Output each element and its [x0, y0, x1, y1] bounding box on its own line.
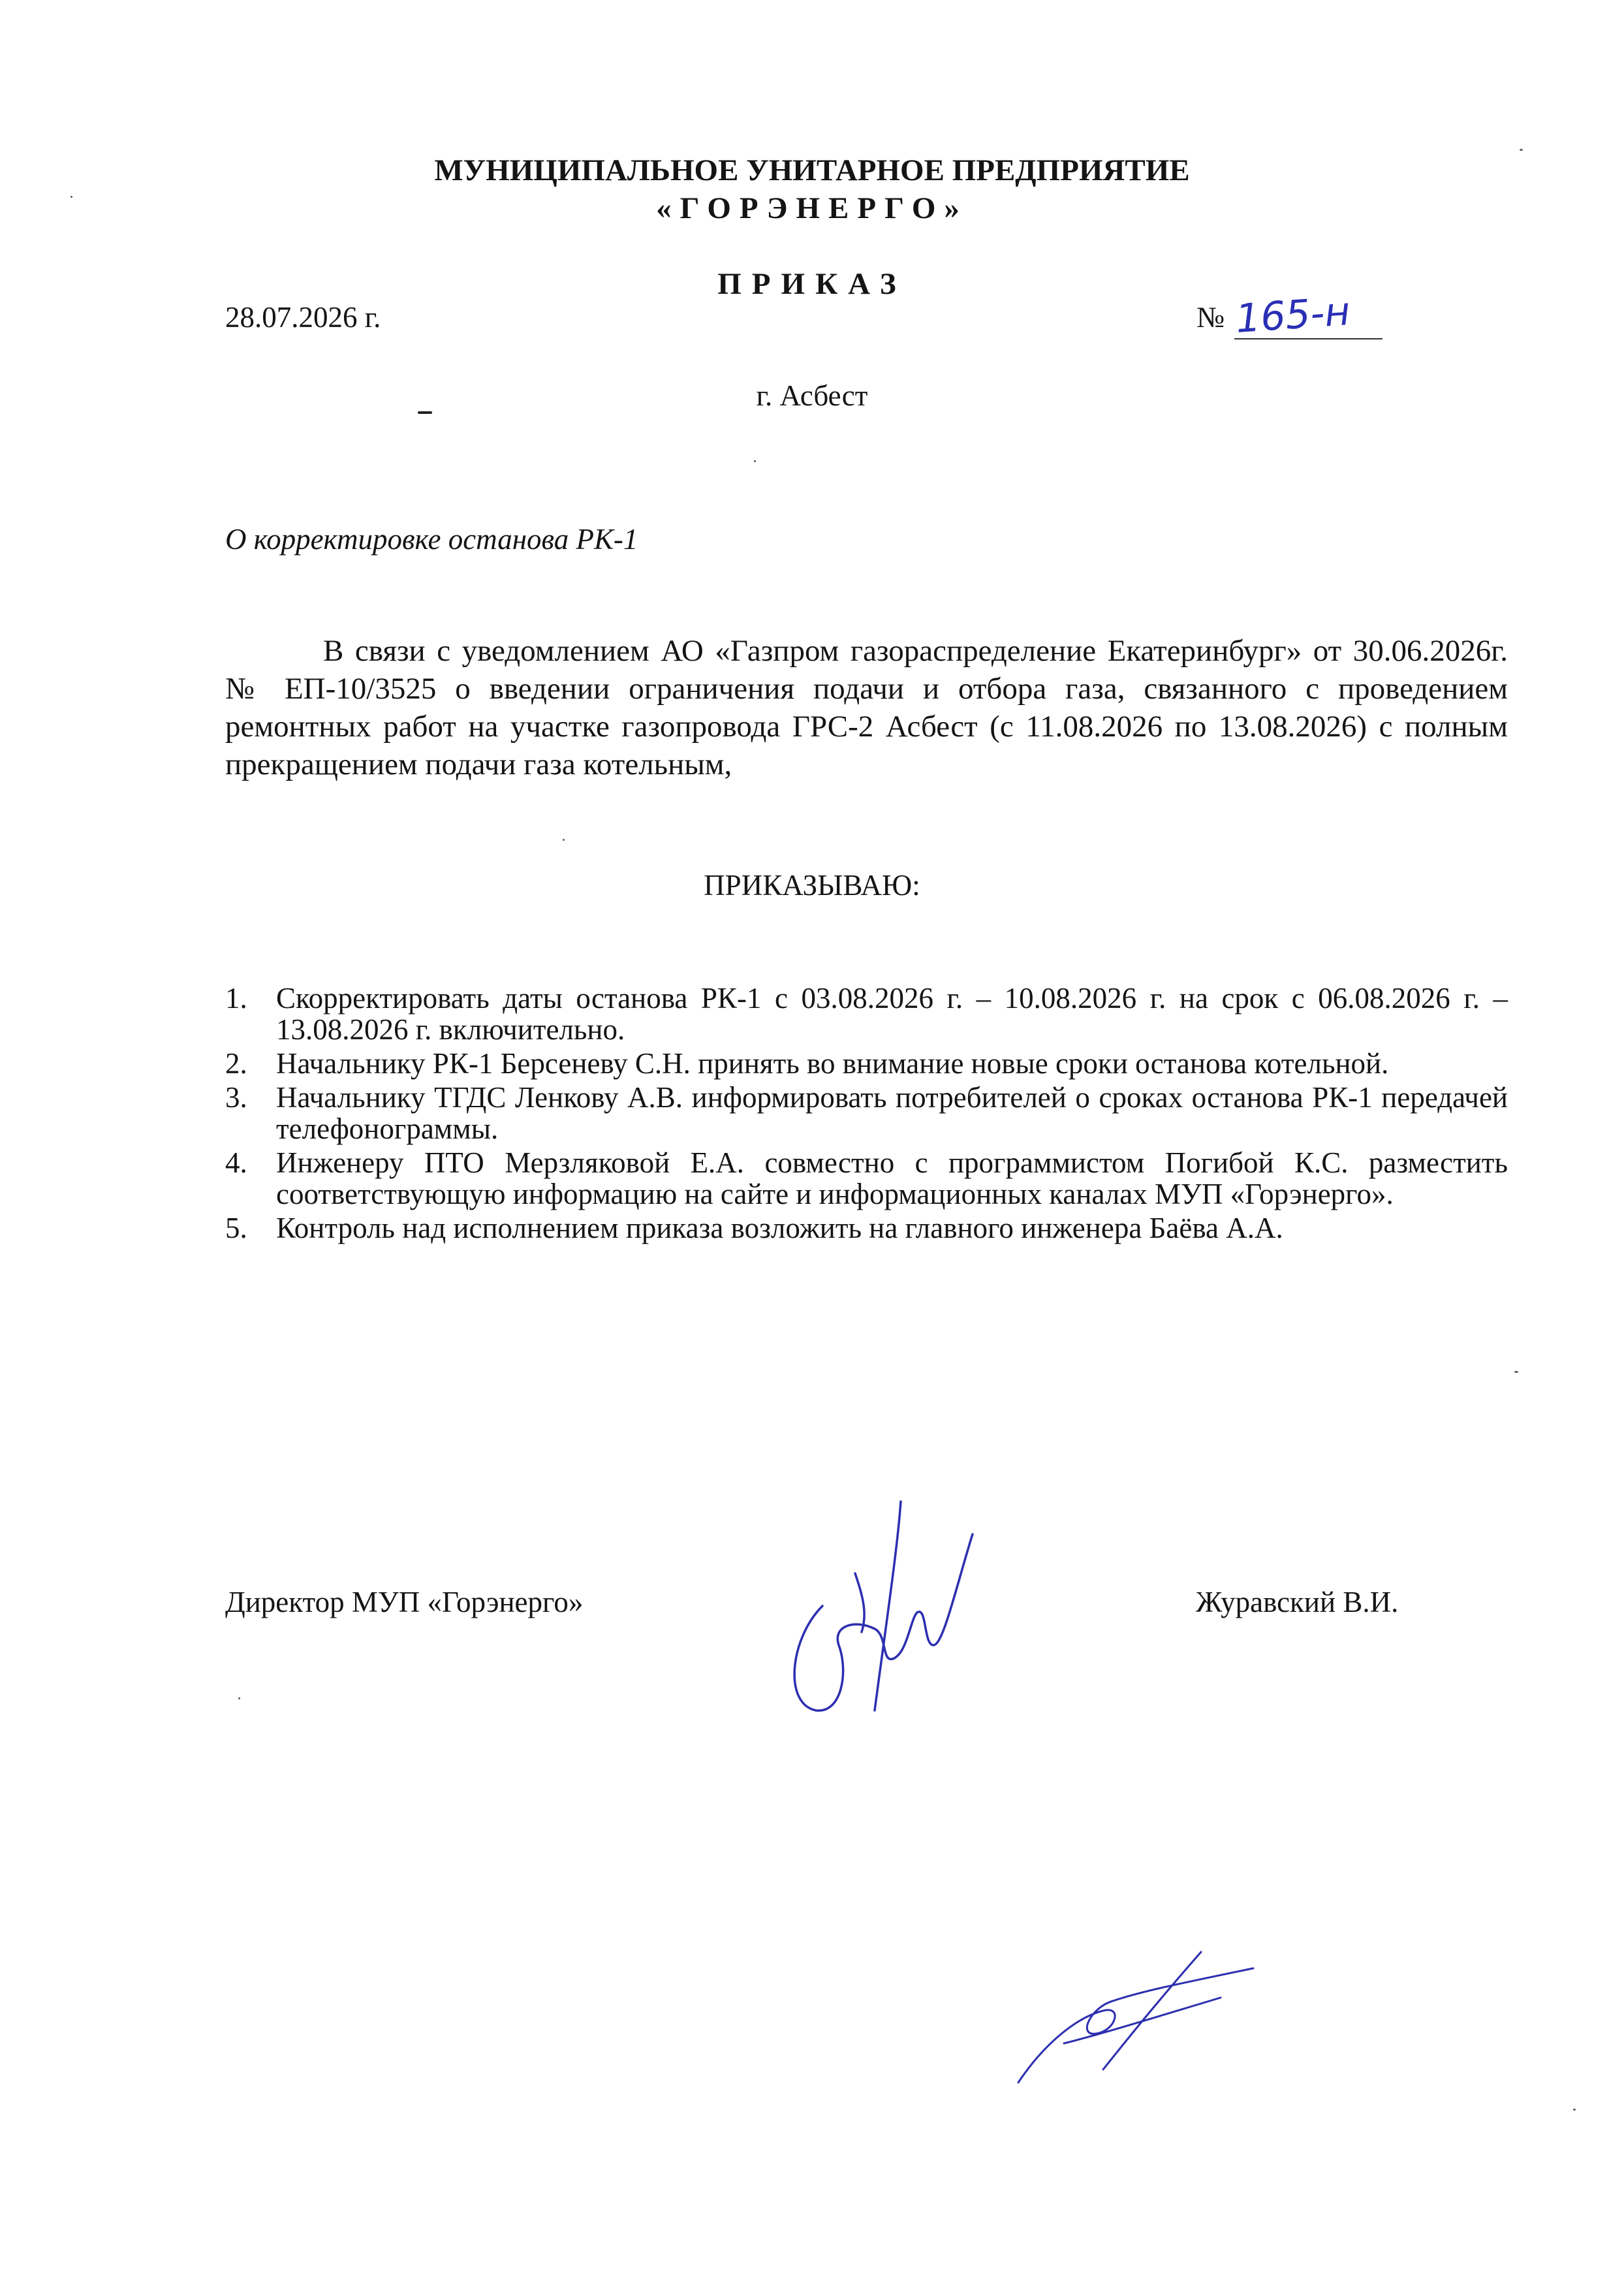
- item-text: Контроль над исполнением приказа возложить на главного инженера Баёва А.А.: [276, 1212, 1283, 1244]
- item-number: 1.: [225, 982, 247, 1014]
- order-heading: ПРИКАЗЫВАЮ:: [704, 869, 920, 902]
- scan-mark: [418, 411, 432, 414]
- approval-signature: [1005, 1945, 1260, 2096]
- list-item: [225, 983, 1508, 1045]
- item-text: Скорректировать даты останова РК-1 с 03.08.2026 г. – 10.08.2026 г. на срок с 06.08.2026 г. – 13.08.2026 г. включительно.: [276, 982, 1508, 1046]
- list-item: [225, 1082, 1508, 1144]
- document-date: 28.07.2026 г.: [225, 301, 381, 334]
- handwritten-number: 165-н: [1234, 288, 1352, 343]
- scan-speck: [70, 196, 72, 198]
- preamble-paragraph: В связи с уведомлением АО «Газпром газораспределение Екатеринбург» от 30.06.2026г. № ЕП-10/3525 о введении ограничения подачи и отбора газа, связанного с проведением ремонтных работ на участке газопровода ГРС-2 Асбест (с 11.08.2026 по 13.08.2026) с полным прекращением подачи газа котельным,: [225, 634, 1508, 781]
- item-text: Инженеру ПТО Мерзляковой Е.А. совместно с программистом Погибой К.С. разместить соответствующую информацию на сайте и информационных каналах МУП «Горэнерго».: [276, 1146, 1508, 1210]
- document-type: ПРИКАЗ: [717, 267, 907, 301]
- document-city: г. Асбест: [756, 379, 868, 412]
- director-signature: [777, 1495, 992, 1743]
- scan-speck: [563, 839, 565, 841]
- scan-speck: [754, 460, 756, 462]
- item-number: 5.: [225, 1212, 247, 1244]
- list-item: [225, 1212, 1508, 1244]
- scan-speck: [1520, 149, 1523, 151]
- document-number: [1196, 288, 1386, 346]
- signer-position: Директор МУП «Горэнерго»: [225, 1586, 584, 1618]
- list-item: [225, 1147, 1508, 1210]
- item-number: 4.: [225, 1146, 247, 1179]
- signer-name: Журавский В.И.: [1196, 1586, 1399, 1618]
- number-sign: №: [1196, 301, 1225, 334]
- item-number: 3.: [225, 1081, 247, 1114]
- item-number: 2.: [225, 1047, 247, 1080]
- organization-name: МУНИЦИПАЛЬНОЕ УНИТАРНОЕ ПРЕДПРИЯТИЕ: [434, 153, 1190, 187]
- number-underline: [1234, 338, 1382, 339]
- scan-speck: [238, 1697, 240, 1699]
- order-items-list: [225, 983, 1508, 1246]
- item-text: Начальнику ТГДС Ленкову А.В. информировать потребителей о сроках останова РК-1 передачей телефонограммы.: [276, 1081, 1508, 1145]
- list-item: [225, 1048, 1508, 1079]
- scan-speck: [1514, 1371, 1518, 1373]
- document-subject: О корректировке останова РК-1: [225, 523, 638, 556]
- scan-speck: [1573, 2109, 1576, 2111]
- organization-brand: «ГОРЭНЕРГО»: [656, 191, 968, 225]
- item-text: Начальнику РК-1 Берсеневу С.Н. принять во внимание новые сроки останова котельной.: [276, 1047, 1389, 1080]
